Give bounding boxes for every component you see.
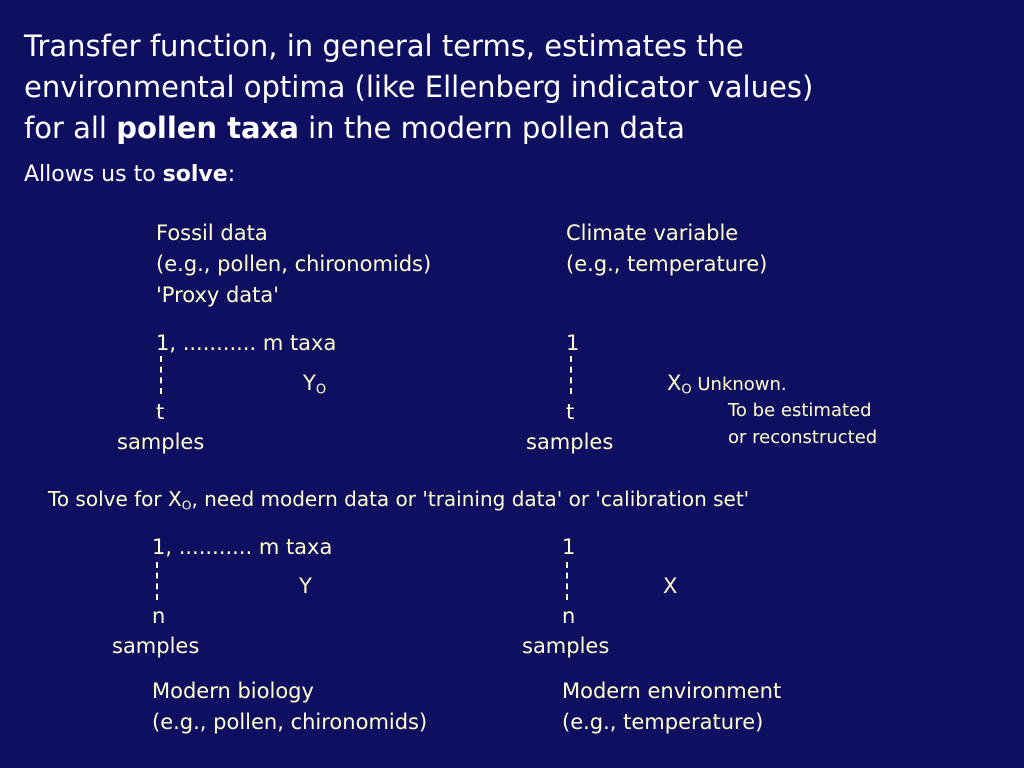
modern-bio-footer-line-2: (e.g., pollen, chironomids) xyxy=(152,710,428,734)
fossil-samples-label: samples xyxy=(117,430,205,454)
allows-emphasis-solve: solve xyxy=(162,162,228,187)
solve-line xyxy=(48,487,749,512)
climate-unknown-label: Unknown. xyxy=(697,374,787,395)
title-line-1: Transfer function, in general terms, estimates the xyxy=(24,29,744,63)
modern-bio-taxa-range: 1, ........... m taxa xyxy=(152,535,333,559)
solve-line-pre: To solve for X xyxy=(48,487,182,511)
climate-range-start: 1 xyxy=(566,331,580,355)
climate-note-line-2: or reconstructed xyxy=(728,427,878,448)
modern-bio-matrix-symbol: Y xyxy=(299,574,312,598)
fossil-taxa-range: 1, ........... m taxa xyxy=(156,331,337,355)
modern-bio-footer-line-1: Modern biology xyxy=(152,679,314,703)
modern-env-samples-label: samples xyxy=(522,634,610,658)
modern-env-footer xyxy=(562,676,781,738)
climate-row-dots xyxy=(570,356,572,394)
modern-bio-samples-label: samples xyxy=(112,634,200,658)
climate-note xyxy=(728,397,877,451)
climate-header xyxy=(566,218,767,280)
fossil-header-line-3: 'Proxy data' xyxy=(156,283,280,307)
modern-bio-row-end: n xyxy=(152,604,166,628)
modern-env-footer-line-1: Modern environment xyxy=(562,679,782,703)
modern-bio-row-dots xyxy=(156,562,158,600)
climate-header-line-2: (e.g., temperature) xyxy=(566,252,768,276)
fossil-header-line-1: Fossil data xyxy=(156,221,268,245)
title-line-3-pre: for all xyxy=(24,111,117,145)
allows-line xyxy=(24,162,235,187)
fossil-header xyxy=(156,218,431,311)
fossil-header-line-2: (e.g., pollen, chironomids) xyxy=(156,252,432,276)
fossil-var-sub: O xyxy=(315,382,327,398)
fossil-matrix-symbol xyxy=(303,368,326,406)
modern-env-row-end: n xyxy=(562,604,576,628)
fossil-row-end: t xyxy=(156,400,165,424)
allows-pre: Allows us to xyxy=(24,162,163,187)
slide-title xyxy=(24,26,1014,149)
climate-samples-label: samples xyxy=(526,430,614,454)
climate-row-end: t xyxy=(566,400,575,424)
solve-line-sub: O xyxy=(181,497,192,513)
modern-env-footer-line-2: (e.g., temperature) xyxy=(562,710,764,734)
allows-post: : xyxy=(227,162,236,187)
modern-bio-footer xyxy=(152,676,427,738)
solve-line-post: , need modern data or 'training data' or 'calibration set' xyxy=(191,487,750,511)
modern-env-row-dots xyxy=(566,562,568,600)
title-emphasis-pollen-taxa: pollen taxa xyxy=(116,111,299,145)
title-line-3 xyxy=(24,108,1014,149)
title-line-2: environmental optima (like Ellenberg indicator values) xyxy=(24,70,814,104)
modern-env-range-start: 1 xyxy=(562,535,576,559)
climate-header-line-1: Climate variable xyxy=(566,221,739,245)
climate-note-line-1: To be estimated xyxy=(728,400,872,421)
climate-var-sub: O xyxy=(681,382,692,398)
fossil-row-dots xyxy=(160,356,162,394)
modern-env-matrix-symbol: X xyxy=(663,574,678,598)
fossil-var: Y xyxy=(303,371,316,395)
climate-var: X xyxy=(667,371,682,395)
title-line-3-post: in the modern pollen data xyxy=(298,111,685,145)
